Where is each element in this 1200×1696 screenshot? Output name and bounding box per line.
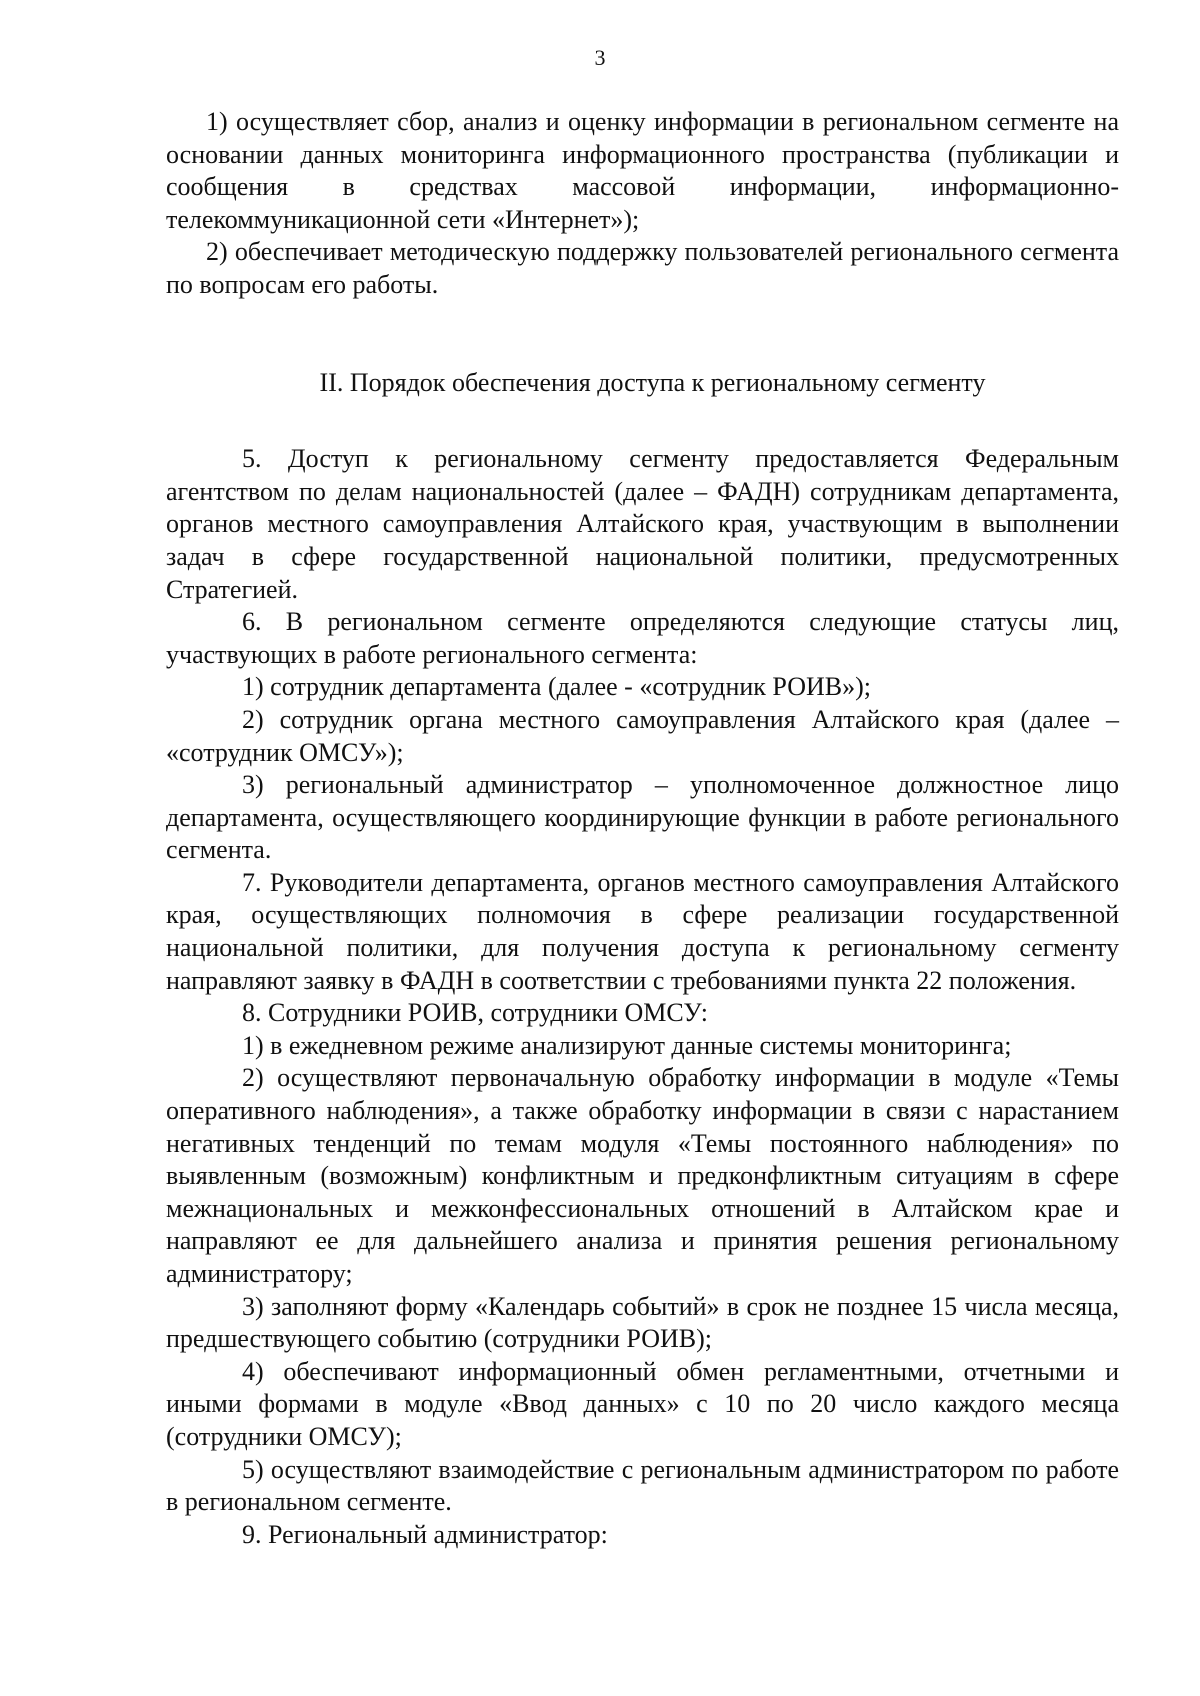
paragraph-6-statuses: 6. В региональном сегменте определяются следующие статусы лиц, участвующих в работе регионального сегмента: [166,607,1119,669]
document-body [166,106,1119,1551]
paragraph-8-4-exchange: 4) обеспечивают информационный обмен регламентными, отчетными и иными формами в модуле «Ввод данных» с 10 по 20 число каждого месяца (сотрудники ОМСУ); [166,1356,1119,1451]
paragraph-8-employees: 8. Сотрудники РОИВ, сотрудники ОМСУ: [242,998,709,1028]
paragraph-6-3-admin: 3) региональный администратор – уполномоченное должностное лицо департамента, осуществляющего координирующие функции в работе регионального сегмента. [166,770,1119,865]
page-number: 3 [594,45,606,70]
paragraph-2-method-support: 2) обеспечивает методическую поддержку пользователей регионального сегмента по вопросам его работы. [166,237,1119,299]
paragraph-6-1-roiv: 1) сотрудник департамента (далее - «сотрудник РОИВ»); [242,672,871,702]
paragraph-1-collect-info: 1) осуществляет сбор, анализ и оценку информации в региональном сегменте на основании данных мониторинга информационного пространства (публикации и сообщения в средствах массовой информации, информационно-телекоммуникационной сети «Интернет»); [166,107,1119,234]
paragraph-8-3-calendar: 3) заполняют форму «Календарь событий» в срок не позднее 15 числа месяца, предшествующего событию (сотрудники РОИВ); [166,1291,1119,1354]
paragraph-8-2-processing: 2) осуществляют первоначальную обработку информации в модуле «Темы оперативного наблюдения», а также обработку информации в связи с нарастанием негативных тенденций по темам модуля «Темы постоянного наблюдения» по выявленным (возможным) конфликтным и предконфликтным ситуациям в сфере межнациональных и межконфессиональных отношений в Алтайском крае и направляют ее для дальнейшего анализа и принятия решения региональному администратору; [166,1063,1119,1288]
section-heading: II. Порядок обеспечения доступа к региональному сегменту [319,367,986,397]
paragraph-9-admin: 9. Региональный администратор: [242,1519,608,1549]
paragraph-8-1-daily: 1) в ежедневном режиме анализируют данные системы мониторинга; [242,1030,1012,1060]
paragraph-5-access: 5. Доступ к региональному сегменту предоставляется Федеральным агентством по делам национальностей (далее – ФАДН) сотрудникам департамента, органов местного самоуправления Алтайского края, участвующим в выполнении задач в сфере государственной национальной политики, предусмотренных Стратегией. [166,444,1119,604]
paragraph-7-heads: 7. Руководители департамента, органов местного самоуправления Алтайского края, осуществляющих полномочия в сфере реализации государственной национальной политики, для получения доступа к региональному сегменту направляют заявку в ФАДН в соответствии с требованиями пункта 22 положения. [166,867,1119,995]
paragraph-6-2-omsu: 2) сотрудник органа местного самоуправления Алтайского края (далее – «сотрудник ОМСУ»); [166,704,1119,767]
paragraph-8-5-interaction: 5) осуществляют взаимодействие с региональным администратором по работе в региональном сегменте. [166,1454,1119,1517]
